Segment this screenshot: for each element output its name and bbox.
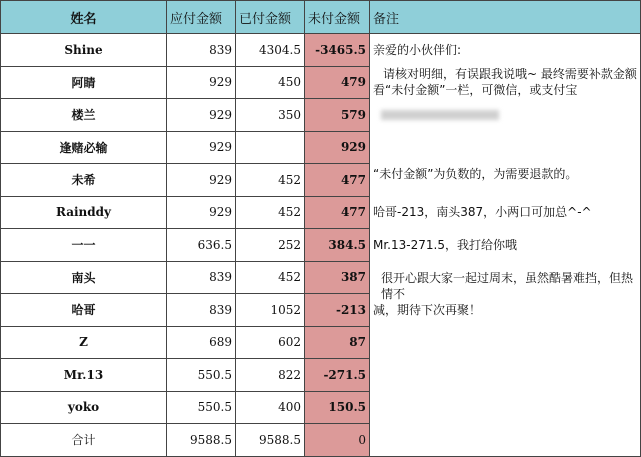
total-unpaid: 0 <box>305 424 370 457</box>
unpaid-cell: -271.5 <box>305 359 370 392</box>
table-row <box>1 164 641 197</box>
note-cell <box>370 229 641 262</box>
paid-cell: 400 <box>236 391 305 424</box>
header-name: 姓名 <box>1 1 167 34</box>
note-cell <box>370 326 641 359</box>
unpaid-cell: 477 <box>305 196 370 229</box>
unpaid-cell: 150.5 <box>305 391 370 424</box>
table-row <box>1 99 641 132</box>
note-cell <box>370 34 641 67</box>
name-cell: 未希 <box>1 164 167 197</box>
due-cell: 550.5 <box>167 359 236 392</box>
due-cell: 929 <box>167 66 236 99</box>
paid-cell: 1052 <box>236 294 305 327</box>
instruction-note-2: 看“未付金额”一栏，可微信，或支付宝 <box>373 83 578 98</box>
redacted-account <box>381 110 499 120</box>
due-cell: 929 <box>167 131 236 164</box>
paid-cell: 350 <box>236 99 305 132</box>
name-cell: 一一 <box>1 229 167 262</box>
note-cell <box>370 66 641 99</box>
unpaid-cell: -213 <box>305 294 370 327</box>
unpaid-cell: 384.5 <box>305 229 370 262</box>
header-paid: 已付金额 <box>236 1 305 34</box>
table-row <box>1 294 641 327</box>
table-row <box>1 229 641 262</box>
table-row <box>1 391 641 424</box>
note-cell <box>370 424 641 457</box>
paid-cell: 602 <box>236 326 305 359</box>
note-cell <box>370 131 641 164</box>
header-row <box>1 1 641 34</box>
thanks-note-1: 很开心跟大家一起过周末，虽然酷暑难挡，但热情不 <box>381 270 634 301</box>
total-row <box>1 424 641 457</box>
unpaid-cell: 479 <box>305 66 370 99</box>
due-cell: 929 <box>167 164 236 197</box>
name-cell: Shine <box>1 34 167 67</box>
header-unpaid: 未付金额 <box>305 1 370 34</box>
note-cell <box>370 270 641 327</box>
note-cell <box>370 359 641 392</box>
table-row <box>1 326 641 359</box>
name-cell: 楼兰 <box>1 99 167 132</box>
unpaid-cell: 387 <box>305 261 370 294</box>
paid-cell: 822 <box>236 359 305 392</box>
paid-cell: 452 <box>236 196 305 229</box>
note-cell <box>370 99 641 132</box>
unpaid-cell: 87 <box>305 326 370 359</box>
unpaid-cell: -3465.5 <box>305 34 370 67</box>
paid-cell: 452 <box>236 261 305 294</box>
name-cell: 逢赌必输 <box>1 131 167 164</box>
mr13-note: Mr.13-271.5，我打给你哦 <box>373 237 517 252</box>
due-cell: 550.5 <box>167 391 236 424</box>
name-cell: Rainddy <box>1 196 167 229</box>
header-due: 应付金额 <box>167 1 236 34</box>
name-cell: 阿睛 <box>1 66 167 99</box>
negative-note: “未付金额”为负数的，为需要退款的。 <box>373 166 578 181</box>
table-row <box>1 66 641 99</box>
greeting-note: 亲爱的小伙伴们: <box>373 43 462 57</box>
due-cell: 839 <box>167 261 236 294</box>
name-cell: Mr.13 <box>1 359 167 392</box>
instruction-note-1: 请核对明细，有误跟我说哦~ 最终需要补款金额 <box>383 67 637 82</box>
due-cell: 839 <box>167 294 236 327</box>
paid-cell: 4304.5 <box>236 34 305 67</box>
paid-cell: 450 <box>236 66 305 99</box>
unpaid-cell: 929 <box>305 131 370 164</box>
due-cell: 839 <box>167 34 236 67</box>
note-cell <box>370 196 641 229</box>
total-due: 9588.5 <box>167 424 236 457</box>
paid-cell: 252 <box>236 229 305 262</box>
header-note: 备注 <box>370 1 641 34</box>
table-row <box>1 196 641 229</box>
table-row <box>1 359 641 392</box>
paid-cell: 452 <box>236 164 305 197</box>
unpaid-cell: 579 <box>305 99 370 132</box>
table-row <box>1 131 641 164</box>
total-label: 合计 <box>1 424 167 457</box>
note-cell <box>370 164 641 197</box>
due-cell: 929 <box>167 196 236 229</box>
haha-note: 哈哥-213，南头387，小两口可加总^-^ <box>373 205 592 220</box>
name-cell: yoko <box>1 391 167 424</box>
due-cell: 929 <box>167 99 236 132</box>
unpaid-cell: 477 <box>305 164 370 197</box>
name-cell: Z <box>1 326 167 359</box>
due-cell: 636.5 <box>167 229 236 262</box>
table-row <box>1 34 641 67</box>
name-cell: 南头 <box>1 261 167 294</box>
total-paid: 9588.5 <box>236 424 305 457</box>
note-cell <box>370 391 641 424</box>
thanks-note-2: 减，期待下次再聚！ <box>373 302 482 317</box>
name-cell: 哈哥 <box>1 294 167 327</box>
due-cell: 689 <box>167 326 236 359</box>
paid-cell <box>236 131 305 164</box>
